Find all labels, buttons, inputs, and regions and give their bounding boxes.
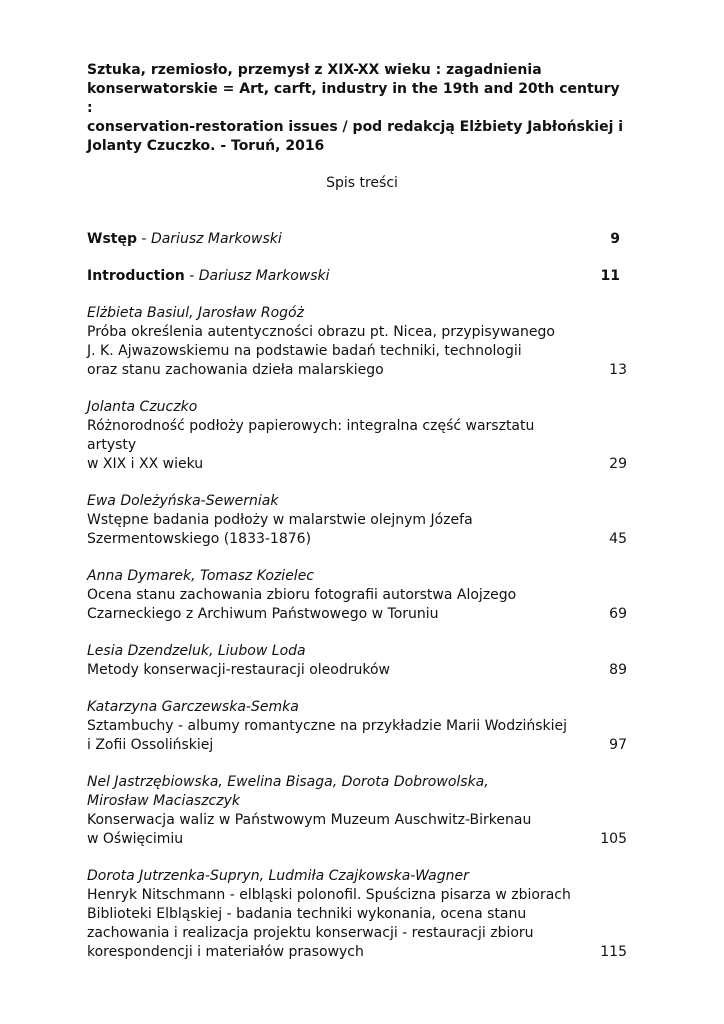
entry-authors: Mirosław Maciaszczyk (87, 793, 240, 809)
toc-entry-intro (87, 230, 627, 249)
toc-entry (87, 698, 627, 755)
entry-authors: Dorota Jutrzenka-Supryn, Ludmiła Czajkowska-Wagner (87, 868, 469, 884)
entry-page-number: 9 (610, 231, 620, 247)
entry-title-line: Wstępne badania podłoży w malarstwie olejnym Józefa (87, 512, 473, 528)
entry-authors: Anna Dymarek, Tomasz Kozielec (87, 568, 315, 584)
toc-entry (87, 642, 627, 680)
entry-authors: Lesia Dzendzeluk, Liubow Loda (87, 643, 306, 659)
entry-page-number: 11 (600, 268, 620, 284)
entry-separator: - (184, 268, 199, 284)
entry-page-number: 97 (609, 737, 627, 753)
entry-title-line: Szermentowskiego (1833-1876) (87, 531, 312, 547)
toc-entry (87, 773, 627, 849)
book-title-line: Sztuka, rzemiosło, przemysł z XIX-XX wieku : zagadnienia (87, 62, 542, 78)
entry-separator: - (136, 231, 151, 247)
entry-page-number: 105 (600, 831, 627, 847)
entry-authors: Katarzyna Garczewska-Semka (87, 699, 299, 715)
entry-title-line: zachowania i realizacja projektu konserwacji - restauracji zbioru (87, 925, 534, 941)
toc-entry (87, 492, 627, 549)
book-title-line: konserwatorskie = Art, carft, industry in the 19th and 20th century : (87, 81, 620, 116)
entry-page-number: 13 (609, 362, 627, 378)
article-list (87, 304, 627, 962)
book-title (87, 61, 627, 156)
entry-title-line: i Zofii Ossolińskiej (87, 737, 214, 753)
toc-entry (87, 304, 627, 380)
entry-page-number: 29 (609, 456, 627, 472)
entry-title-line: J. K. Ajwazowskiemu na podstawie badań techniki, technologii (87, 343, 522, 359)
entry-title-line: w XIX i XX wieku (87, 456, 204, 472)
toc-heading: Spis treści (326, 175, 398, 191)
table-of-contents (87, 230, 627, 962)
entry-title-line: Sztambuchy - albumy romantyczne na przykładzie Marii Wodzińskiej (87, 718, 568, 734)
toc-entry (87, 567, 627, 624)
entry-page-number: 45 (609, 531, 627, 547)
book-title-line: conservation-restoration issues / pod redakcją Elżbiety Jabłońskiej i (87, 119, 624, 135)
entry-authors: Elżbieta Basiul, Jarosław Rogóż (87, 305, 304, 321)
entry-label: Wstęp (87, 231, 137, 247)
entry-authors: Jolanta Czuczko (87, 399, 198, 415)
entry-title-line: Próba określenia autentyczności obrazu pt. Nicea, przypisywanego (87, 324, 555, 340)
entry-title-line: Czarneckiego z Archiwum Państwowego w Toruniu (87, 606, 439, 622)
entry-authors: Ewa Doleżyńska-Sewerniak (87, 493, 279, 509)
entry-authors: Nel Jastrzębiowska, Ewelina Bisaga, Dorota Dobrowolska, (87, 774, 489, 790)
entry-title-line: Henryk Nitschmann - elbląski polonofil. Spuścizna pisarza w zbiorach (87, 887, 571, 903)
entry-author: Dariusz Markowski (150, 231, 282, 247)
book-title-line: Jolanty Czuczko. - Toruń, 2016 (87, 138, 325, 154)
entry-page-number: 115 (600, 944, 627, 960)
entry-label: Introduction (87, 268, 185, 284)
entry-title-line: w Oświęcimiu (87, 831, 184, 847)
entry-page-number: 89 (609, 662, 627, 678)
entry-title-line: Biblioteki Elbląskiej - badania techniki wykonania, ocena stanu (87, 906, 527, 922)
entry-page-number: 69 (609, 606, 627, 622)
entry-title-line: Konserwacja waliz w Państwowym Muzeum Auschwitz-Birkenau (87, 812, 532, 828)
entry-title-line: Różnorodność podłoży papierowych: integralna część warsztatu artysty (87, 418, 535, 453)
entry-title-line: Ocena stanu zachowania zbioru fotografii autorstwa Alojzego (87, 587, 517, 603)
toc-entry (87, 398, 627, 474)
entry-title-line: oraz stanu zachowania dzieła malarskiego (87, 362, 384, 378)
entry-title-line: korespondencji i materiałów prasowych (87, 944, 364, 960)
entry-author: Dariusz Markowski (198, 268, 330, 284)
entry-title-line: Metody konserwacji-restauracji oleodruków (87, 662, 390, 678)
toc-entry-introduction (87, 267, 627, 286)
toc-entry (87, 867, 627, 962)
